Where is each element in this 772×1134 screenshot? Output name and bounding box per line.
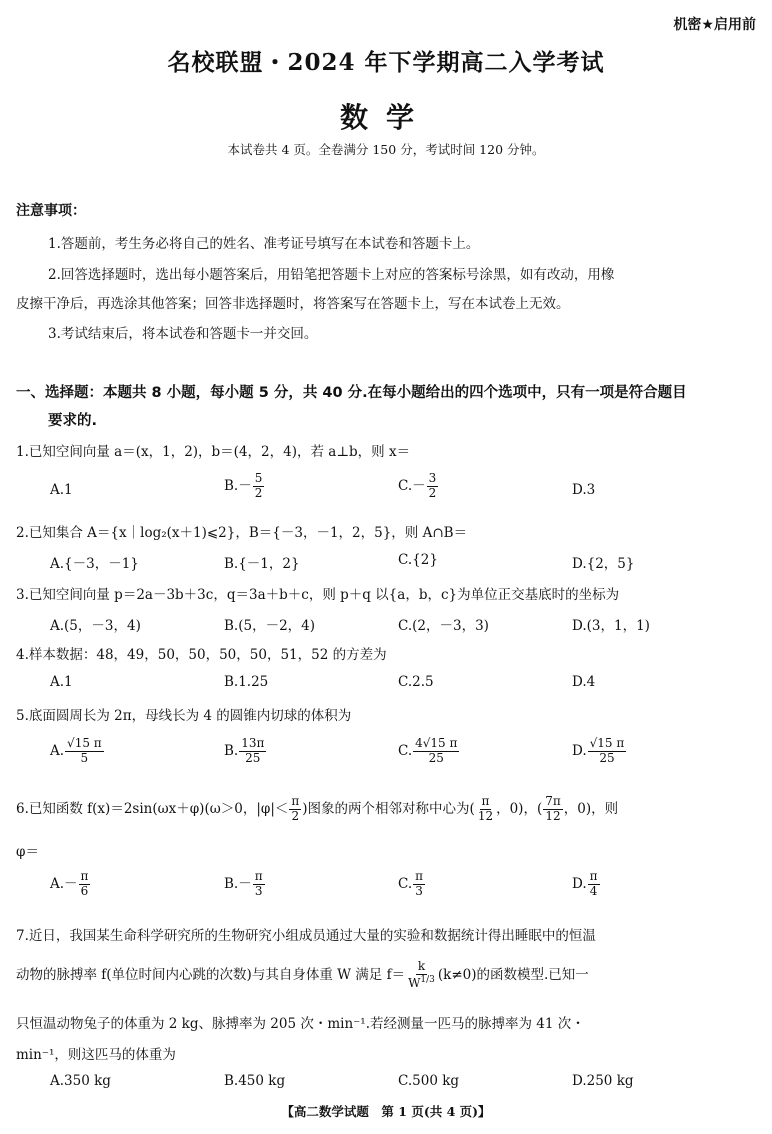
- question-7-line-1: 7.近日，我国某生命科学研究所的生物研究小组成员通过大量的实验和数据统计得出睡眠中的恒温: [16, 928, 596, 944]
- question-7-option-b: B.450 kg: [224, 1073, 286, 1089]
- question-6-option-c: [398, 870, 426, 899]
- section-heading-line-1: 一、选择题：本题共 8 小题，每小题 5 分，共 40 分.在每小题给出的四个选项中，只有一项是符合题目: [16, 385, 687, 401]
- question-4-stem: 4.样本数据：48，49，50，50，50，50，51，52 的方差为: [16, 647, 387, 663]
- question-1-option-c: [398, 472, 439, 501]
- fraction: [476, 795, 495, 824]
- question-4-option-d: D.4: [572, 674, 596, 690]
- question-1-stem: 1.已知空间向量 a＝(x，1，2)，b＝(4，2，4)，若 a⊥b，则 x＝: [16, 444, 411, 460]
- option-prefix: A.－: [50, 875, 78, 892]
- question-2-option-a: A.{－3，－1}: [50, 556, 139, 572]
- notice-item-2-line-1: 2.回答选择题时，选出每小题答案后，用铅笔把答题卡上对应的答案标号涂黑，如有改动，用橡: [48, 267, 615, 283]
- question-6-option-b: [224, 870, 266, 899]
- question-7-option-a: A.350 kg: [50, 1073, 111, 1089]
- question-4-option-a: A.1: [50, 674, 73, 690]
- exam-info: 本试卷共 4 页。全卷满分 150 分，考试时间 120 分钟。: [227, 142, 545, 157]
- question-5-stem: 5.底面圆周长为 2π，母线长为 4 的圆锥内切球的体积为: [16, 708, 352, 724]
- question-2-option-b: B.{－1，2}: [224, 556, 300, 572]
- stem-text: )图象的两个相邻对称中心为(: [302, 800, 475, 817]
- fraction: [239, 737, 266, 766]
- numerator: √15 π: [589, 736, 625, 750]
- numerator: π: [481, 794, 490, 808]
- numerator: π: [589, 869, 598, 883]
- denominator: 12: [477, 808, 494, 823]
- subject-title: 数学: [339, 101, 432, 134]
- stem-text: ，0)，(: [496, 800, 543, 817]
- numerator: 3: [428, 471, 437, 485]
- option-prefix: A.: [50, 742, 65, 759]
- question-6-stem-line-1: [16, 795, 618, 824]
- fraction: [253, 870, 265, 899]
- denominator: 4: [589, 883, 598, 898]
- question-6-option-a: [50, 870, 91, 899]
- fraction: [79, 870, 91, 899]
- numerator: π: [291, 794, 300, 808]
- denominator: 25: [599, 750, 615, 765]
- question-2-option-c: C.{2}: [398, 552, 438, 568]
- notice-item-2-line-2: 皮擦干净后，再选涂其他答案；回答非选择题时，将答案写在答题卡上，写在本试卷上无效。: [16, 296, 570, 312]
- fraction: [543, 795, 563, 824]
- option-prefix: C.: [398, 875, 413, 892]
- question-1-option-b: [224, 472, 265, 501]
- page-footer: 【高二数学试题 第 1 页(共 4 页)】: [281, 1104, 491, 1119]
- question-1-option-d: D.3: [572, 482, 596, 498]
- option-prefix: B.－: [224, 875, 252, 892]
- denominator: [406, 975, 437, 991]
- option-prefix: D.: [572, 875, 587, 892]
- question-7-option-c: C.500 kg: [398, 1073, 460, 1089]
- question-5-option-d: [572, 737, 627, 766]
- numerator: k: [417, 959, 426, 973]
- numerator: 4√15 π: [415, 736, 458, 750]
- base: W: [408, 975, 421, 990]
- option-prefix: C.－: [398, 477, 426, 494]
- notice-heading: 注意事项：: [16, 203, 86, 219]
- confidential-label: 机密★启用前: [673, 17, 756, 33]
- denominator: 5: [80, 750, 89, 765]
- question-6-option-d: [572, 870, 601, 899]
- question-3-option-b: B.(5，－2，4): [224, 618, 316, 634]
- question-3-option-a: A.(5，－3，4): [50, 618, 141, 634]
- numerator: √15 π: [67, 736, 102, 750]
- question-3-option-c: C.(2，－3，3): [398, 618, 489, 634]
- notice-item-1: 1.答题前，考生务必将自己的姓名、准考证号填写在本试卷和答题卡上。: [48, 236, 480, 252]
- numerator: π: [254, 869, 263, 883]
- denominator: 25: [245, 750, 261, 765]
- question-7-line-3: 只恒温动物兔子的体重为 2 kg、脉搏率为 205 次・min⁻¹.若经测量一匹马的脉搏率为 41 次・: [16, 1016, 585, 1032]
- question-2-option-d: D.{2，5}: [572, 556, 635, 572]
- fraction: [427, 472, 439, 501]
- stem-text: ，0)，则: [563, 800, 619, 817]
- denominator: 6: [80, 883, 89, 898]
- question-1-option-a: A.1: [50, 482, 73, 498]
- numerator: 7π: [545, 794, 561, 808]
- numerator: 5: [254, 471, 263, 485]
- fraction: [289, 795, 301, 824]
- exam-title: 名校联盟・2024 年下学期高二入学考试: [167, 49, 605, 76]
- denominator: 2: [428, 485, 437, 500]
- denominator: 3: [254, 883, 263, 898]
- fraction: [413, 870, 425, 899]
- fraction: [588, 737, 627, 766]
- stem-text: (k≠0)的函数模型.已知一: [437, 966, 589, 983]
- denominator: 2: [291, 808, 300, 823]
- question-2-stem: 2.已知集合 A＝{x｜log₂(x＋1)⩽2}，B＝{－3，－1，2，5}，则 A∩B＝: [16, 525, 468, 541]
- question-5-option-b: [224, 737, 267, 766]
- option-prefix: D.: [572, 742, 587, 759]
- notice-item-3: 3.考试结束后，将本试卷和答题卡一并交回。: [48, 326, 318, 342]
- denominator: 12: [545, 808, 561, 823]
- exponent: 1/3: [420, 974, 435, 985]
- question-5-option-c: [398, 737, 460, 766]
- question-7-option-d: D.250 kg: [572, 1073, 634, 1089]
- question-5-option-a: [50, 737, 105, 766]
- stem-text: 6.已知函数 f(x)＝2sin(ωx＋φ)(ω＞0，|φ|＜: [16, 800, 289, 817]
- option-prefix: C.: [398, 742, 413, 759]
- numerator: 13π: [241, 736, 265, 750]
- section-heading-line-2: 要求的.: [48, 413, 98, 429]
- denominator: 25: [428, 750, 444, 765]
- fraction: [406, 960, 437, 991]
- question-7-line-2: [16, 960, 589, 991]
- fraction: [588, 870, 600, 899]
- question-4-option-b: B.1.25: [224, 674, 269, 690]
- question-6-stem-line-2: φ＝: [16, 844, 39, 860]
- fraction: [65, 737, 104, 766]
- question-3-stem: 3.已知空间向量 p＝2a－3b＋3c，q＝3a＋b＋c，则 p＋q 以{a，b，c}为单位正交基底时的坐标为: [16, 587, 620, 603]
- numerator: π: [80, 869, 89, 883]
- option-prefix: B.－: [224, 477, 252, 494]
- fraction: [413, 737, 459, 766]
- fraction: [253, 472, 265, 501]
- denominator: 3: [415, 883, 423, 898]
- option-prefix: B.: [224, 742, 239, 759]
- question-4-option-c: C.2.5: [398, 674, 434, 690]
- stem-text: 动物的脉搏率 f(单位时间内心跳的次数)与其自身体重 W 满足 f＝: [16, 966, 406, 983]
- question-7-line-4: min⁻¹，则这匹马的体重为: [16, 1047, 176, 1063]
- question-3-option-d: D.(3，1，1): [572, 618, 650, 634]
- numerator: π: [415, 869, 424, 883]
- denominator: 2: [254, 485, 263, 500]
